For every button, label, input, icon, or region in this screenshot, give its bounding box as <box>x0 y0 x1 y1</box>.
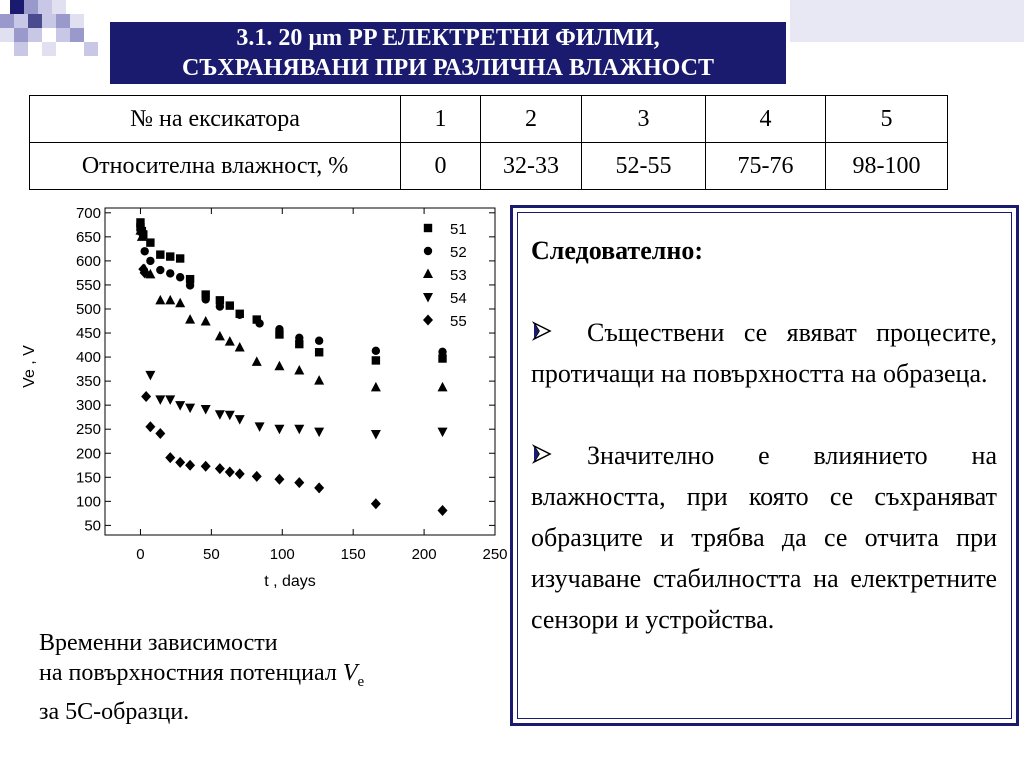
data-point <box>175 457 185 468</box>
data-point <box>185 314 195 324</box>
table-cell: 5 <box>826 96 948 143</box>
data-point <box>235 415 245 425</box>
conclusion-text <box>531 230 997 640</box>
data-point <box>255 319 263 327</box>
arrow-bullet-icon <box>531 312 587 353</box>
slide-title <box>110 22 786 84</box>
surface-potential-chart <box>10 200 510 600</box>
data-point <box>438 505 448 516</box>
data-point <box>176 273 184 281</box>
data-point <box>225 467 235 478</box>
data-point <box>438 428 448 438</box>
x-tick-label: 200 <box>411 546 437 563</box>
y-tick-label: 550 <box>75 276 101 294</box>
data-point <box>274 361 284 371</box>
table-row-desiccator <box>30 96 948 143</box>
data-point <box>215 331 225 341</box>
data-point <box>372 347 380 355</box>
data-point <box>155 295 165 305</box>
data-point <box>166 269 174 277</box>
legend-label: 52 <box>450 244 467 261</box>
data-point <box>294 477 304 488</box>
data-point <box>225 411 235 421</box>
series-54 <box>145 371 447 440</box>
table-cell: 2 <box>481 96 582 143</box>
legend-label: 53 <box>450 267 467 284</box>
conclusion-bullet-1 <box>531 312 997 394</box>
series-52 <box>136 222 446 356</box>
caption-line-1: Временни зависимости <box>39 630 278 656</box>
legend-label: 54 <box>450 290 467 307</box>
data-point <box>185 404 195 414</box>
data-point <box>201 405 211 415</box>
x-tick-label: 250 <box>482 546 508 563</box>
x-axis-label: t , days <box>264 573 316 590</box>
data-point <box>155 395 165 405</box>
data-point <box>175 401 185 411</box>
data-point <box>215 410 225 420</box>
chart-caption <box>39 628 364 727</box>
data-point <box>252 356 262 366</box>
table-cell: 3 <box>582 96 706 143</box>
legend-label: 55 <box>450 313 467 330</box>
caption-var: V <box>342 660 358 686</box>
data-point <box>155 428 165 439</box>
data-point <box>371 382 381 392</box>
data-point <box>215 463 225 474</box>
data-point <box>226 301 234 309</box>
data-point <box>275 325 283 333</box>
data-point <box>185 460 195 471</box>
data-point <box>201 316 211 326</box>
table-cell: 1 <box>401 96 481 143</box>
data-point <box>166 252 174 260</box>
data-point <box>315 337 323 345</box>
table-cell-label: № на ексикатора <box>30 96 401 143</box>
bullet-2-text: Значително е влиянието на влажността, при която се съхраняват образците и трябва да се отчита при изучаване стабилността на електретните сензори и устройства. <box>531 441 997 634</box>
data-point <box>225 336 235 346</box>
humidity-table <box>29 95 948 190</box>
y-tick-label: 450 <box>75 325 101 343</box>
data-point <box>141 247 149 255</box>
data-point <box>156 250 164 258</box>
conclusion-bullet-2 <box>531 435 997 640</box>
data-point <box>156 266 164 274</box>
data-point <box>438 382 448 392</box>
x-tick-label: 50 <box>203 546 220 563</box>
data-point <box>186 281 194 289</box>
table-cell: 52-55 <box>582 143 706 190</box>
data-point <box>146 238 154 246</box>
table-cell: 32-33 <box>481 143 582 190</box>
data-point <box>255 422 265 432</box>
y-tick-label: 200 <box>75 445 101 463</box>
legend-marker <box>423 269 433 279</box>
legend-marker <box>424 247 432 255</box>
data-point <box>274 474 284 485</box>
data-point <box>145 371 155 381</box>
data-point <box>216 302 224 310</box>
caption-line-2-text: на повърхностния потенциал <box>39 660 343 686</box>
legend-marker <box>423 315 433 326</box>
x-tick-label: 0 <box>136 546 145 563</box>
y-tick-label: 150 <box>75 469 101 487</box>
data-point <box>371 430 381 440</box>
caption-subscript: e <box>357 673 365 690</box>
data-point <box>314 428 324 438</box>
y-tick-label: 50 <box>84 517 101 535</box>
slide-title-line-2: СЪХРАНЯВАНИ ПРИ РАЗЛИЧНА ВЛАЖНОСТ <box>182 55 714 81</box>
data-point <box>295 334 303 342</box>
data-point <box>165 452 175 463</box>
y-tick-label: 650 <box>75 228 101 246</box>
y-tick-label: 250 <box>75 421 101 439</box>
conclusion-panel <box>510 205 1019 726</box>
data-point <box>165 395 175 405</box>
data-point <box>314 375 324 385</box>
data-point <box>315 348 323 356</box>
y-tick-label: 600 <box>75 252 101 270</box>
data-point <box>252 471 262 482</box>
legend-label: 51 <box>450 221 467 238</box>
data-point <box>294 425 304 435</box>
data-point <box>235 342 245 352</box>
x-tick-label: 150 <box>340 546 366 563</box>
data-point <box>294 365 304 375</box>
table-cell: 0 <box>401 143 481 190</box>
series-53 <box>135 225 447 391</box>
data-point <box>176 254 184 262</box>
table-cell: 98-100 <box>826 143 948 190</box>
data-point <box>371 498 381 509</box>
data-point <box>438 348 446 356</box>
data-point <box>146 257 154 265</box>
y-axis-label: Ve , V <box>21 345 38 388</box>
legend-marker <box>423 293 433 303</box>
data-point <box>175 298 185 308</box>
y-tick-label: 300 <box>75 397 101 415</box>
y-tick-label: 350 <box>75 373 101 391</box>
caption-line-3: за 5С-образци. <box>39 698 190 725</box>
arrow-bullet-icon <box>531 435 587 476</box>
conclusion-heading: Следователно: <box>531 236 703 265</box>
table-cell: 75-76 <box>706 143 826 190</box>
bullet-1-text: Съществени се явяват процесите, протичащи на повърхността на образеца. <box>531 318 997 388</box>
y-tick-label: 400 <box>75 349 101 367</box>
y-tick-label: 100 <box>75 493 101 511</box>
slide-title-line-1: 3.1. 20 µm PP ЕЛЕКТРЕТНИ ФИЛМИ, <box>236 25 660 51</box>
series-51 <box>136 218 446 364</box>
data-point <box>372 356 380 364</box>
series-55 <box>138 264 447 516</box>
data-point <box>145 421 155 432</box>
table-cell-label: Относителна влажност, % <box>30 143 401 190</box>
data-point <box>274 425 284 435</box>
data-point <box>235 468 245 479</box>
data-point <box>201 461 211 472</box>
data-point <box>201 295 209 303</box>
data-point <box>236 311 244 319</box>
data-point <box>314 482 324 493</box>
x-tick-label: 100 <box>269 546 295 563</box>
y-tick-label: 700 <box>75 204 101 222</box>
caption-line-2 <box>39 658 364 697</box>
data-point <box>165 295 175 305</box>
data-point <box>141 391 151 402</box>
table-row-humidity <box>30 143 948 190</box>
y-tick-label: 500 <box>75 300 101 318</box>
legend-marker <box>424 224 432 232</box>
table-cell: 4 <box>706 96 826 143</box>
